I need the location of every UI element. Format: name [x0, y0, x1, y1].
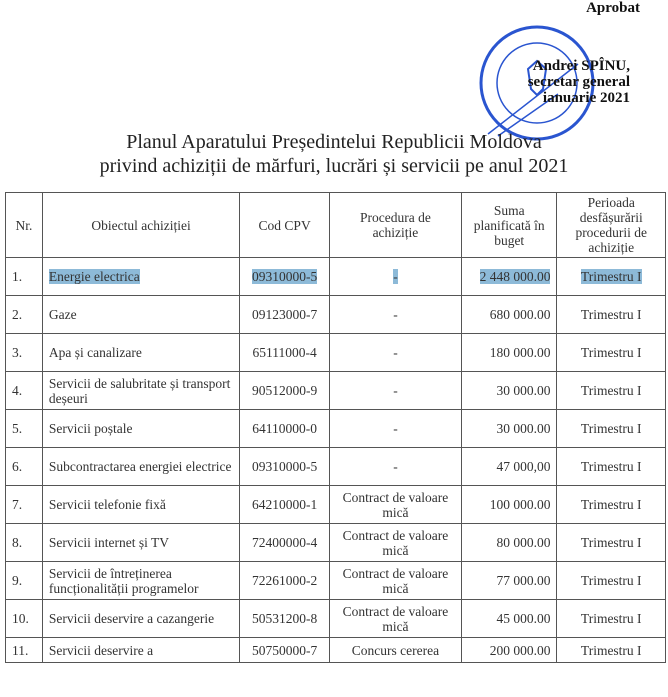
row-period — [557, 562, 666, 600]
row-cpv — [240, 372, 330, 410]
row-object-text: Servicii de întreținerea funcționalității programelor — [48, 565, 199, 596]
row-cpv-text: 09123000-7 — [252, 307, 318, 322]
row-sum — [461, 562, 557, 600]
row-procedure-text: - — [393, 269, 398, 284]
table-header-row — [6, 193, 666, 258]
row-number — [6, 638, 43, 663]
row-sum — [461, 296, 557, 334]
row-cpv — [240, 448, 330, 486]
document-title-line1: Planul Aparatului Președintelui Republicii Moldova — [126, 131, 542, 153]
row-object — [42, 334, 239, 372]
row-procedure-text: Contract de valoare mică — [342, 527, 449, 558]
row-cpv-text: 09310000-5 — [252, 269, 318, 284]
row-cpv-text: 64210000-1 — [252, 497, 318, 512]
row-number — [6, 562, 43, 600]
row-cpv-text: 72400000-4 — [252, 535, 318, 550]
row-period — [557, 410, 666, 448]
row-period — [557, 486, 666, 524]
row-cpv — [240, 524, 330, 562]
row-procedure — [329, 486, 461, 524]
row-sum — [461, 486, 557, 524]
row-number-text: 10. — [12, 611, 29, 626]
row-number — [6, 334, 43, 372]
row-cpv-text: 65111000-4 — [252, 345, 317, 360]
row-sum — [461, 448, 557, 486]
row-period-text: Trimestru I — [580, 459, 642, 474]
row-procedure — [329, 296, 461, 334]
row-number — [6, 296, 43, 334]
row-procedure-text: Contract de valoare mică — [342, 489, 449, 520]
row-period-text: Trimestru I — [580, 269, 642, 284]
row-cpv — [240, 600, 330, 638]
header-sum: Suma planificată în buget — [461, 193, 557, 258]
row-procedure — [329, 562, 461, 600]
row-number — [6, 410, 43, 448]
row-number-text: 1. — [12, 269, 23, 284]
row-sum — [461, 334, 557, 372]
row-sum-text: 30 000.00 — [496, 421, 551, 436]
approval-date: ianuarie 2021 — [542, 90, 630, 106]
row-procedure — [329, 334, 461, 372]
row-object — [42, 524, 239, 562]
row-number-text: 3. — [12, 345, 23, 360]
row-period — [557, 258, 666, 296]
row-cpv-text: 50531200-8 — [252, 611, 318, 626]
row-cpv — [240, 410, 330, 448]
row-object-text: Servicii telefonie fixă — [48, 497, 166, 512]
table-row — [6, 410, 666, 448]
row-procedure-text: - — [393, 307, 398, 322]
row-object — [42, 600, 239, 638]
row-period — [557, 524, 666, 562]
row-sum — [461, 258, 557, 296]
row-cpv-text: 64110000-0 — [252, 421, 317, 436]
row-object — [42, 486, 239, 524]
row-number-text: 9. — [12, 573, 23, 588]
row-procedure-text: Contract de valoare mică — [342, 603, 449, 634]
row-period — [557, 334, 666, 372]
row-cpv — [240, 638, 330, 663]
row-cpv — [240, 296, 330, 334]
row-period-text: Trimestru I — [580, 497, 642, 512]
row-object-text: Gaze — [48, 307, 77, 322]
row-cpv — [240, 258, 330, 296]
row-procedure — [329, 524, 461, 562]
row-sum-text: 45 000.00 — [496, 611, 551, 626]
row-period — [557, 600, 666, 638]
row-period-text: Trimestru I — [580, 573, 642, 588]
row-period — [557, 448, 666, 486]
row-sum-text: 200 000.00 — [489, 642, 551, 658]
table-row — [6, 600, 666, 638]
row-period-text: Trimestru I — [580, 642, 642, 658]
row-number — [6, 600, 43, 638]
approval-label: Aprobat — [586, 0, 640, 16]
row-number-text: 7. — [12, 497, 23, 512]
row-object — [42, 448, 239, 486]
row-period-text: Trimestru I — [580, 421, 642, 436]
row-period — [557, 296, 666, 334]
table-row — [6, 334, 666, 372]
procurement-table — [5, 192, 666, 663]
table-row — [6, 562, 666, 600]
table-row — [6, 372, 666, 410]
row-procedure — [329, 410, 461, 448]
row-period-text: Trimestru I — [580, 307, 642, 322]
row-sum — [461, 410, 557, 448]
row-object — [42, 258, 239, 296]
row-number — [6, 486, 43, 524]
row-procedure-text: - — [393, 459, 398, 474]
row-object — [42, 296, 239, 334]
row-cpv-text: 50750000-7 — [252, 642, 318, 658]
row-period-text: Trimestru I — [580, 611, 642, 626]
table-row — [6, 486, 666, 524]
row-object-text: Servicii de salubritate și transport deșeuri — [48, 375, 231, 406]
row-period — [557, 372, 666, 410]
row-object-text: Servicii deservire a — [48, 642, 154, 658]
row-object-text: Energie electrica — [48, 269, 140, 284]
row-cpv-text: 72261000-2 — [252, 573, 318, 588]
approver-position: secretar general — [527, 74, 630, 90]
row-object-text: Servicii poștale — [48, 421, 133, 436]
row-object — [42, 410, 239, 448]
row-procedure — [329, 600, 461, 638]
row-procedure — [329, 372, 461, 410]
row-object — [42, 638, 239, 663]
row-number-text: 4. — [12, 383, 23, 398]
row-period-text: Trimestru I — [580, 535, 642, 550]
row-sum — [461, 638, 557, 663]
document-title-line2: privind achiziții de mărfuri, lucrări și servicii pe anul 2021 — [99, 155, 569, 177]
row-number — [6, 372, 43, 410]
row-number-text: 2. — [12, 307, 23, 322]
row-period-text: Trimestru I — [580, 345, 642, 360]
approver-name: Andrei SPÎNU, — [532, 58, 630, 74]
row-procedure — [329, 448, 461, 486]
row-sum — [461, 600, 557, 638]
row-number-text: 8. — [12, 535, 23, 550]
header-period: Perioada desfășurării procedurii de achiziție — [557, 193, 666, 258]
row-cpv — [240, 334, 330, 372]
table-row — [6, 258, 666, 296]
row-sum-text: 47 000,00 — [496, 459, 551, 474]
table-row — [6, 296, 666, 334]
row-procedure-text: - — [393, 383, 398, 398]
row-number-text: 6. — [12, 459, 23, 474]
row-procedure — [329, 258, 461, 296]
row-cpv-text: 09310000-5 — [252, 459, 318, 474]
table-row — [6, 524, 666, 562]
table-row — [6, 448, 666, 486]
header-nr: Nr. — [6, 193, 43, 258]
row-object-text: Apa și canalizare — [48, 345, 142, 360]
row-object-text: Subcontractarea energiei electrice — [48, 459, 232, 474]
row-sum-text: 77 000.00 — [496, 573, 551, 588]
row-number — [6, 524, 43, 562]
header-object: Obiectul achiziției — [42, 193, 239, 258]
row-number — [6, 258, 43, 296]
header-procedure: Procedura de achiziție — [329, 193, 461, 258]
row-number — [6, 448, 43, 486]
header-cpv: Cod CPV — [240, 193, 330, 258]
row-cpv — [240, 486, 330, 524]
row-number-text: 11. — [12, 642, 29, 658]
row-sum-text: 680 000.00 — [489, 307, 551, 322]
row-sum-text: 80 000.00 — [496, 535, 551, 550]
row-sum-text: 30 000.00 — [496, 383, 551, 398]
row-procedure-text: Contract de valoare mică — [342, 565, 449, 596]
row-sum-text: 100 000.00 — [489, 497, 551, 512]
row-procedure-text: - — [393, 345, 398, 360]
row-sum — [461, 372, 557, 410]
row-object — [42, 372, 239, 410]
row-procedure-text: - — [393, 421, 398, 436]
table-row — [6, 638, 666, 663]
row-cpv — [240, 562, 330, 600]
row-procedure-text: Concurs cererea — [351, 642, 440, 658]
row-object-text: Servicii internet și TV — [48, 535, 169, 550]
row-object — [42, 562, 239, 600]
row-sum-text: 2 448 000.00 — [479, 269, 551, 284]
row-number-text: 5. — [12, 421, 23, 436]
row-period-text: Trimestru I — [580, 383, 642, 398]
row-object-text: Servicii deservire a cazangerie — [48, 611, 215, 626]
row-period — [557, 638, 666, 663]
row-procedure — [329, 638, 461, 663]
row-cpv-text: 90512000-9 — [252, 383, 318, 398]
row-sum-text: 180 000.00 — [489, 345, 551, 360]
row-sum — [461, 524, 557, 562]
